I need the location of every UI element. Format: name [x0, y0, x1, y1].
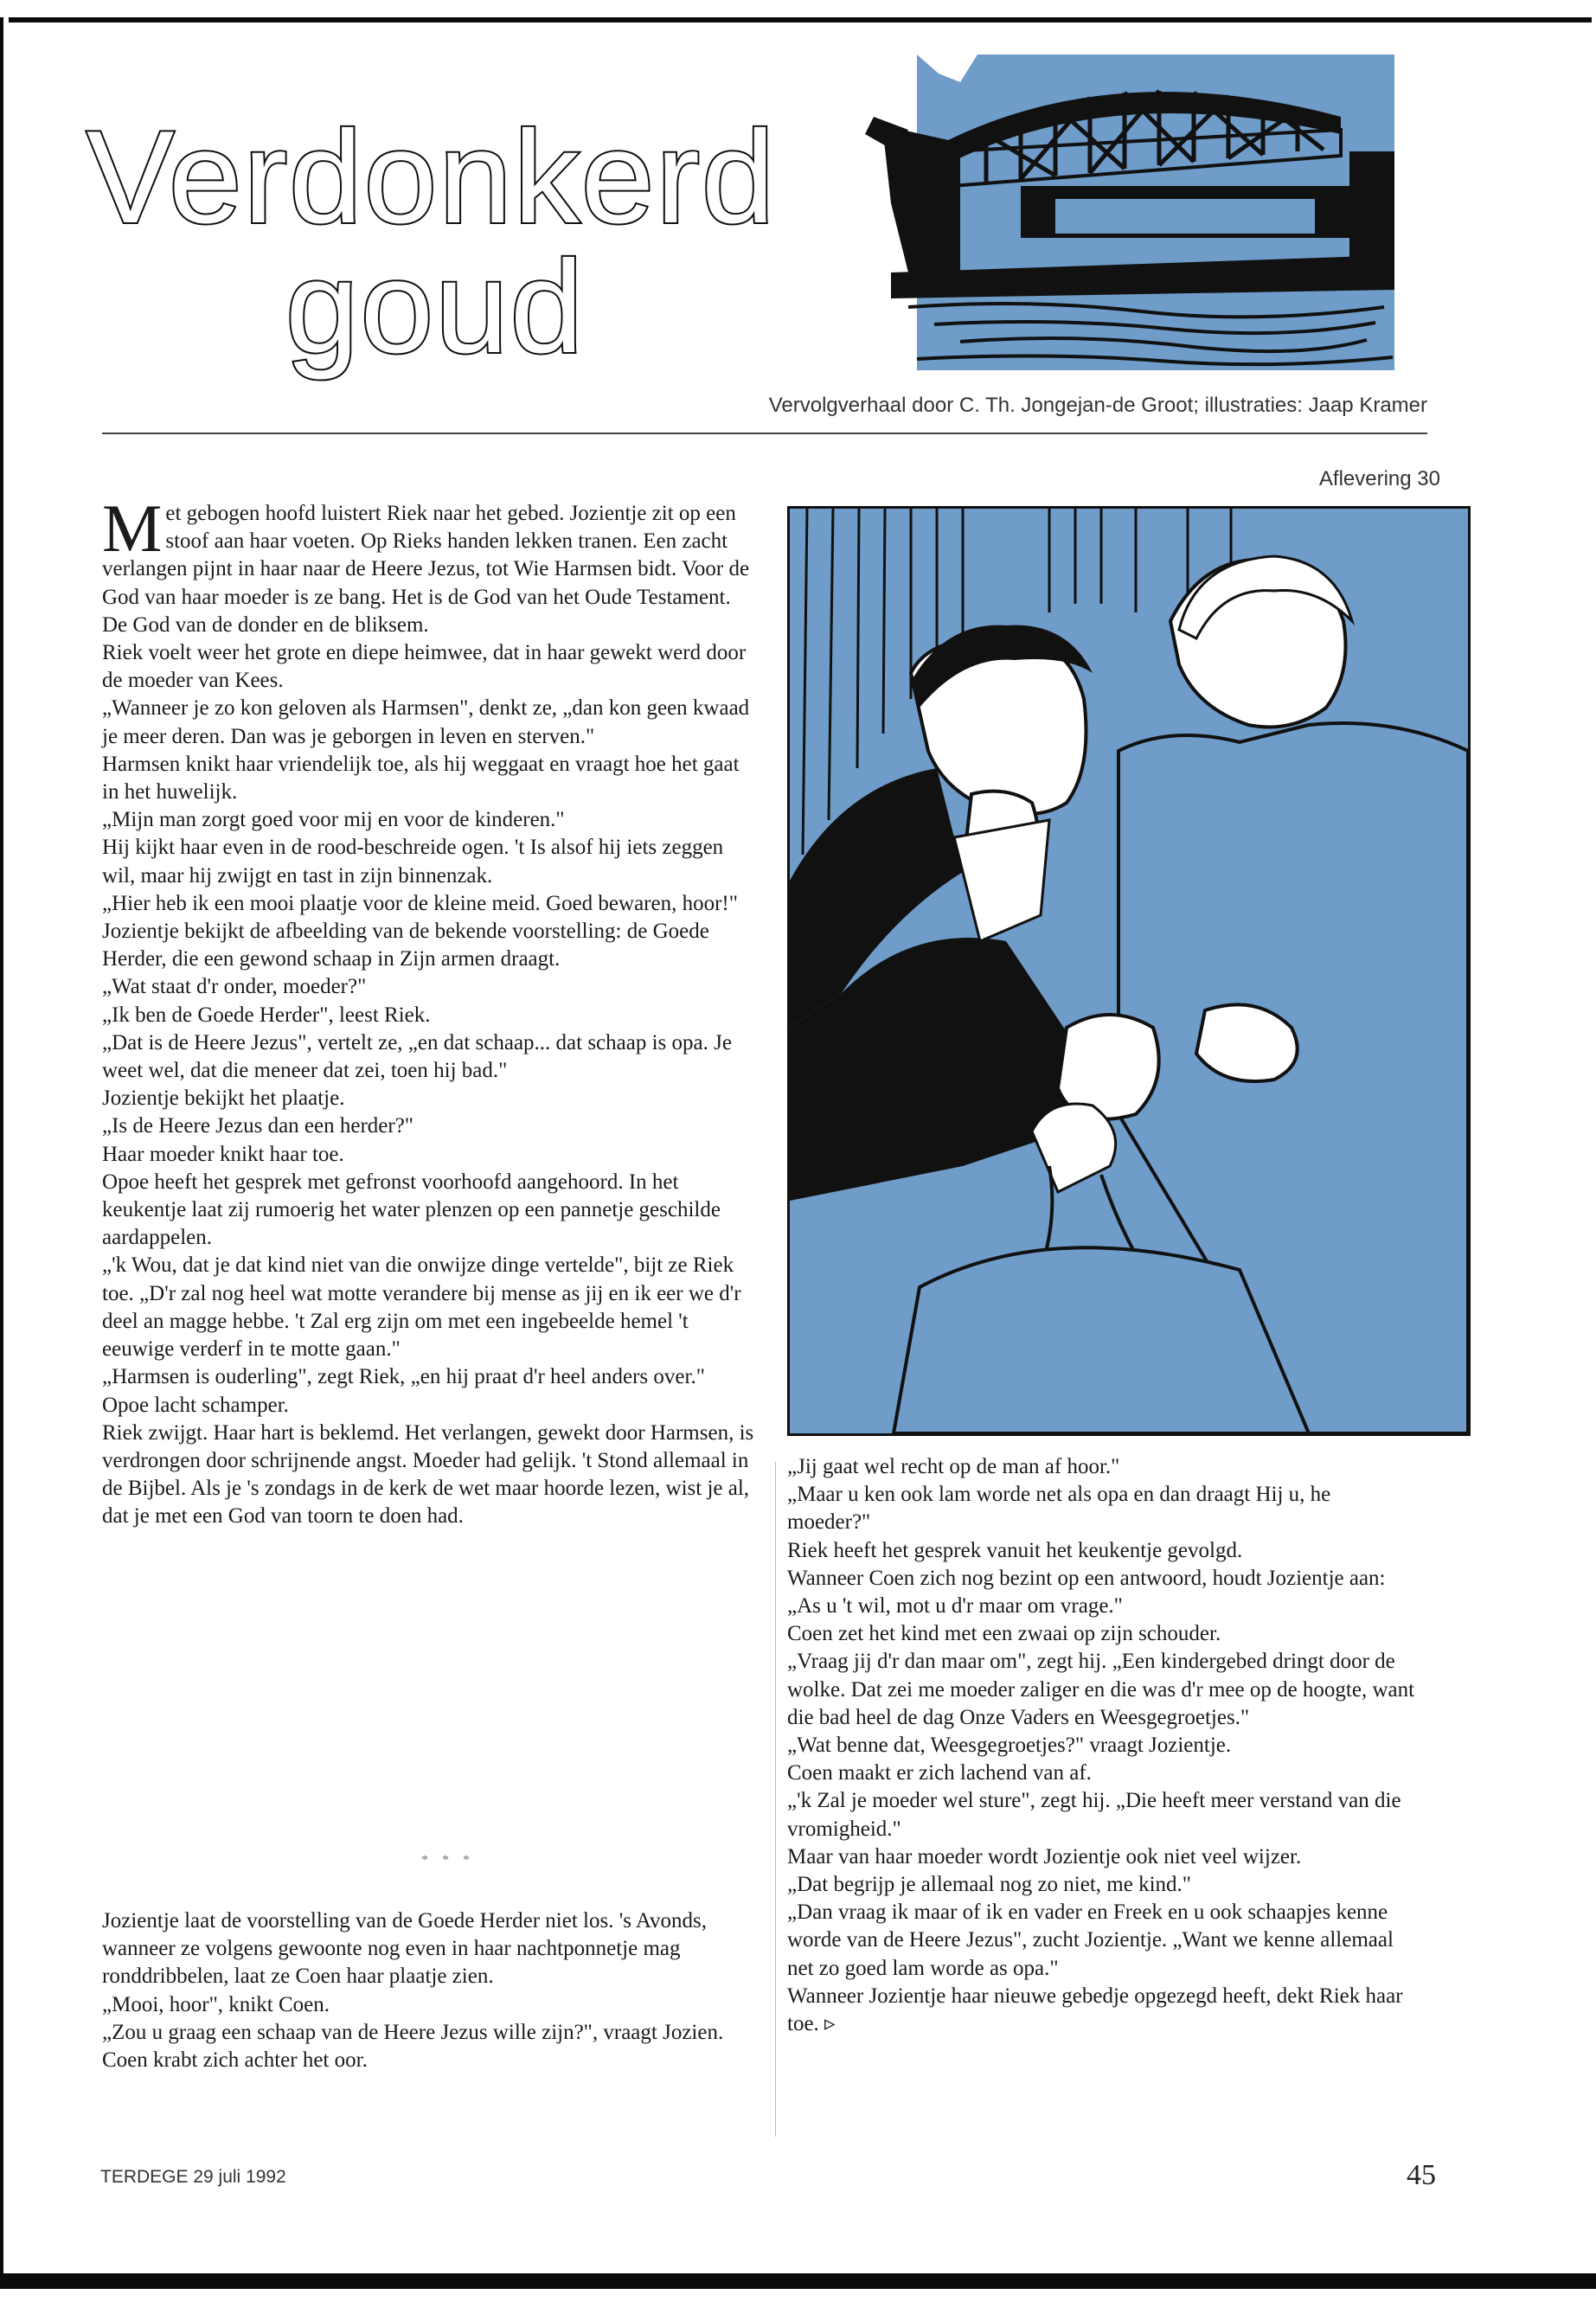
drop-cap: M	[102, 490, 163, 566]
paragraph: „Harmsen is ouderling", zegt Riek, „en hij praat d'r heel anders over."	[102, 1365, 705, 1389]
paragraph: „Wanneer je zo kon geloven als Harmsen", denkt ze, „dan kon geen kwaad je meer deren. Dan was je geborgen in leven en sterven."	[102, 696, 750, 748]
page-title-line1: Verdonkerd	[87, 104, 777, 251]
paragraph: „Ik ben de Goede Herder", leest Riek.	[102, 1003, 431, 1027]
paragraph: „'k Wou, dat je dat kind niet van die onwijze dinge vertelde", bijt ze Riek toe. „D'r zal nog heel wat motte verandere bij mense as jij en ik eer we d'r deel an magge hebbe. 't Zal erg zijn om met een ingebeelde hemel 't eeuwige verderf in te motte gaan."	[102, 1253, 741, 1362]
paragraph: „Dan vraag ik maar of ik en vader en Freek en u ook schaapjes kenne worde van de Heere Jezus", zucht Jozientje. „Want we kenne allemaal net zo goed lam worde as opa."	[787, 1900, 1394, 1980]
paragraph: „Zou u graag een schaap van de Heere Jezus wille zijn?", vraagt Jozien.	[102, 2020, 724, 2044]
paragraph: „Jij gaat wel recht op de man af hoor."	[787, 1455, 1120, 1478]
paragraph: Riek heeft het gesprek vanuit het keukentje gevolgd.	[787, 1538, 1243, 1562]
page-number: 45	[1407, 2159, 1436, 2191]
paragraph: „Is de Heere Jezus dan een herder?"	[102, 1114, 413, 1138]
top-border	[9, 17, 1592, 22]
paragraph: Hij kijkt haar even in de rood-beschreide ogen. 't Is alsof hij iets zeggen wil, maar hij zwijgt en tast in zijn binnenzak.	[102, 836, 724, 888]
paragraph: Jozientje bekijkt het plaatje.	[102, 1086, 345, 1111]
paragraph: Opoe heeft het gesprek met gefronst voorhoofd aangehoord. In het keukentje laat zij rumoerig het water plenzen op een pannetje geschilde aardappelen.	[102, 1170, 721, 1250]
paragraph: „Dat is de Heere Jezus", vertelt ze, „en dat schaap... dat schaap is opa. Je weet wel, dat die meneer dat zei, toen hij bad."	[102, 1030, 732, 1083]
paragraph: „Maar u ken ook lam worde net als opa en dan draagt Hij u, he moeder?"	[787, 1483, 1331, 1535]
paragraph: Coen zet het kind met een zwaai op zijn schouder.	[787, 1622, 1221, 1646]
paragraph: Opoe lacht schamper.	[102, 1393, 289, 1417]
paragraph: „'k Zal je moeder wel sture", zegt hij. „Die heeft meer verstand van die vromigheid."	[787, 1789, 1401, 1841]
paragraph: Haar moeder knikt haar toe.	[102, 1142, 344, 1166]
page-title-line2: goud	[285, 234, 586, 381]
paragraph: „Hier heb ik een mooi plaatje voor de kleine meid. Goed bewaren, hoor!"	[102, 891, 738, 915]
paragraph: Riek voelt weer het grote en diepe heimwee, dat in haar gewekt werd door de moeder van Kees.	[102, 641, 747, 693]
paragraph: „Wat benne dat, Weesgegroetjes?" vraagt Jozientje.	[787, 1734, 1232, 1758]
header-rule	[102, 433, 1427, 434]
paragraph: Coen maakt er zich lachend van af.	[787, 1761, 1092, 1785]
paragraph: „Vraag jij d'r dan maar om", zegt hij. „Een kindergebed dringt door de wolke. Dat zei me moeder zaliger en die was d'r mee op de hoogte, want die bad heel de dag Onze Vaders en Weesgegroetjes."	[787, 1650, 1415, 1729]
paragraph: „Mijn man zorgt goed voor mij en voor de kinderen."	[102, 808, 565, 832]
episode-label: Aflevering 30	[1318, 467, 1440, 490]
paragraph: Coen krabt zich achter het oor.	[102, 2048, 368, 2073]
article-column-right	[787, 1453, 1419, 2038]
paragraph: Jozientje laat de voorstelling van de Goede Herder niet los. 's Avonds, wanneer ze volgens gewoonte nog even in haar nachtponnetje mag ronddribbelen, laat ze Coen haar plaatje zien.	[102, 1909, 707, 1989]
column-divider	[775, 1462, 776, 2137]
paragraph: Riek zwijgt. Haar hart is beklemd. Het verlangen, gewekt door Harmsen, is verdrongen door schrijnende angst. Moeder had gelijk. 't Stond allemaal in de Bijbel. Als je 's zondags in de kerk de wet maar hoorde lezen, wist je al, dat je met een God van toorn te doen had.	[102, 1420, 754, 1529]
story-illustration	[787, 506, 1471, 1436]
article-column-left-continued	[102, 1907, 760, 2074]
paragraph: Wanneer Jozientje haar nieuwe gebedje opgezegd heeft, dekt Riek haar toe. ▹	[787, 1984, 1403, 2036]
paragraph: „Dat begrijp je allemaal nog zo niet, me kind."	[787, 1873, 1191, 1897]
byline: Vervolgverhaal door C. Th. Jongejan-de Groot; illustraties: Jaap Kramer	[768, 394, 1427, 417]
paragraph: „Wat staat d'r onder, moeder?"	[102, 975, 367, 999]
paragraph: „Mooi, hoor", knikt Coen.	[102, 1992, 330, 2016]
paragraph: Wanneer Coen zich nog bezint op een antwoord, houdt Jozientje aan: „As u 't wil, mot u d'r maar om vrage."	[787, 1566, 1386, 1618]
publication-footer: TERDEGE 29 juli 1992	[100, 2167, 286, 2187]
paragraph: Jozientje bekijkt de afbeelding van de bekende voorstelling: de Goede Herder, die een gewond schaap in Zijn armen draagt.	[102, 920, 709, 971]
paragraph: Maar van haar moeder wordt Jozientje ook niet veel wijzer.	[787, 1844, 1302, 1868]
paragraph: Harmsen knikt haar vriendelijk toe, als hij weggaat en vraagt hoe het gaat in het huwelijk.	[102, 752, 740, 804]
article-column-left	[102, 490, 760, 1531]
bridge-illustration	[856, 48, 1401, 376]
section-separator: * * *	[421, 1853, 475, 1868]
left-border	[0, 17, 3, 2289]
bottom-border	[0, 2273, 1596, 2289]
paragraph: Met gebogen hoofd luistert Riek naar het gebed. Jozientje zit op een stoof aan haar voeten. Op Rieks handen lekken tranen. Een zacht verlangen pijnt in haar naar de Heere Jezus, tot Wie Harmsen bidt. Voor de God van haar moeder is ze bang. Het is de God van het Oude Testament. De God van de donder en de bliksem.	[102, 490, 750, 637]
